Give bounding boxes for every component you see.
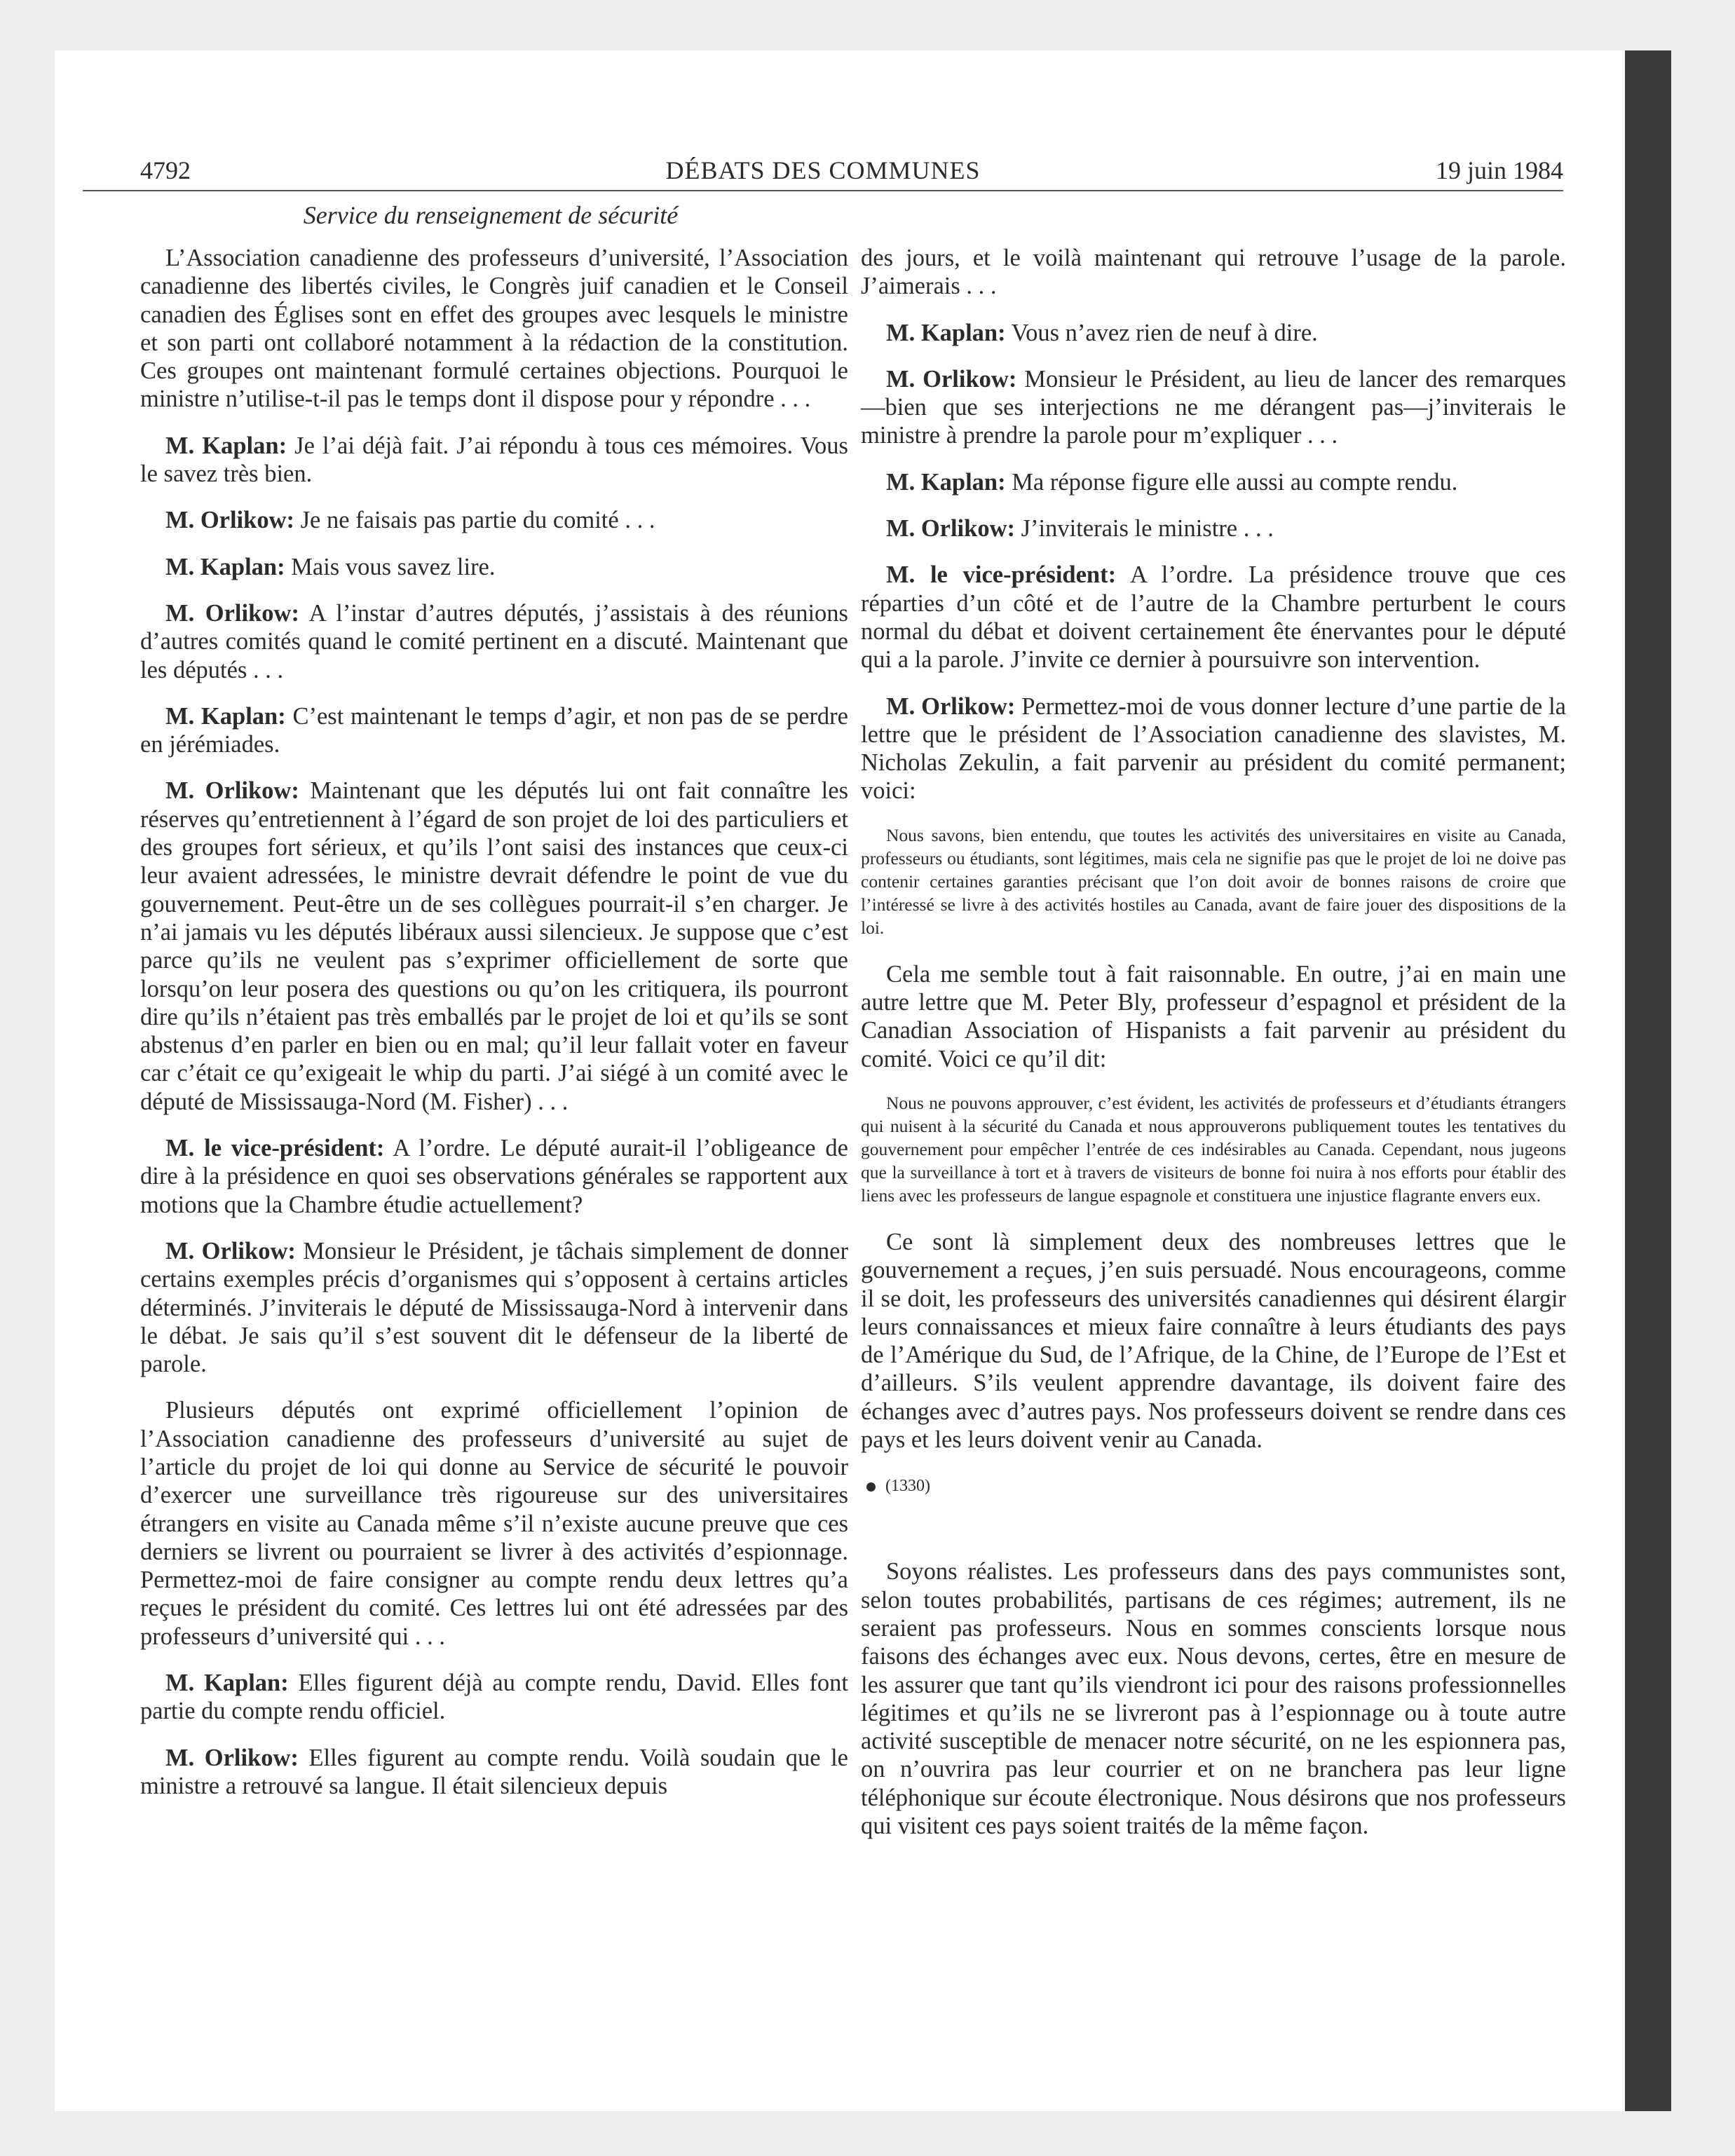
paragraph-text: A l’ordre. Le député aurait-il l’obligeance de dire à la présidence en quoi ses observations générales se rapportent aux motions que la Chambre étudie actuellement?	[140, 1135, 849, 1218]
paragraph-text: Elles figurent au compte rendu. Voilà soudain que le ministre a retrouvé sa langue. Il était silencieux depuis	[140, 1744, 848, 1799]
speaker-name: M. Orlikow:	[165, 599, 299, 627]
paragraph	[140, 777, 848, 1116]
page-number: 4792	[140, 156, 191, 184]
right-column	[861, 244, 1566, 1858]
paragraph	[861, 1557, 1566, 1840]
paragraph-text: Monsieur le Président, je tâchais simplement de donner certains exemples précis d’organismes qui s’opposent à certains articles déterminés. J’inviterais le député de Mississauga-Nord à intervenir dans le débat. Je sais qu’il s’est souvent dit le défenseur de la liberté de parole.	[140, 1237, 848, 1378]
paragraph	[140, 702, 848, 759]
paragraph-text: A l’instar d’autres députés, j’assistais à des réunions d’autres comités quand le comité pertinent en a discuté. Maintenant que les députés . . .	[140, 599, 848, 683]
speaker-name: M. Kaplan:	[165, 553, 285, 580]
paragraph-text: (1330)	[885, 1477, 930, 1496]
paragraph	[140, 506, 848, 534]
scan-edge-bar	[1625, 50, 1671, 2111]
paragraph-text: Nous ne pouvons approuver, c’est évident, les activités de professeurs et d’étudiants étrangers qui nuisent à la sécurité du Canada et nous approuverons publiquement toutes les tentatives du gouvernement pour empêcher l’entrée de ces indésirables au Canada. Cependant, nous jugeons que la surveillance à tort et à travers de visiteurs de bonne foi nuira à nos efforts pour établir des liens avec les professeurs de langue espagnole et constituera une injustice flagrante envers eux.	[861, 1092, 1566, 1206]
publication-title: DÉBATS DES COMMUNES	[665, 156, 981, 184]
paragraph	[861, 960, 1566, 1073]
speaker-name: M. le vice-président:	[165, 1135, 385, 1162]
speaker-name: M. Orlikow:	[165, 507, 294, 534]
paragraph-text: Je ne faisais pas partie du comité . . .	[294, 507, 655, 534]
paragraph-text: J’inviterais le ministre . . .	[1014, 515, 1274, 543]
paragraph	[861, 244, 1566, 301]
paragraph-text: Soyons réalistes. Les professeurs dans des pays communistes sont, selon toutes probabilités, partisans de ces régimes; autrement, ils ne seraient pas professeurs. Nous en sommes conscients lorsque nous faisons des échanges avec eux. Nous devons, certes, être en mesure de les assurer que tant qu’ils viendront ici pour des raisons professionnelles légitimes et qu’ils ne se livreront pas à l’espionnage ou à toute autre activité susceptible de menacer notre sécurité, on ne les espionnera pas, on n’ouvrira pas leur courrier et on ne branchera pas leur ligne téléphonique sur écoute électronique. Nous désirons que nos professeurs qui visitent ces pays soient traités de la même façon.	[861, 1558, 1566, 1839]
paragraph-text: des jours, et le voilà maintenant qui retrouve l’usage de la parole. J’aimerais . . .	[861, 245, 1566, 300]
paragraph-text: Ce sont là simplement deux des nombreuses lettres que le gouvernement a reçues, j’en suis persuadé. Nous encourageons, comme il se doit, les professeurs des universités canadiennes qui désirent élargir leurs connaissances et mieux faire connaître à leurs étudiants des pays de l’Amérique du Sud, de l’Afrique, de la Chine, de l’Europe de l’Est et d’ailleurs. S’ils veulent apprendre davantage, ils doivent faire des échanges avec d’autres pays. Nos professeurs doivent se rendre dans ces pays et les leurs doivent venir au Canada.	[861, 1228, 1566, 1454]
paragraph	[861, 365, 1566, 450]
paragraph-text: Monsieur le Président, au lieu de lancer des remarques—bien que ses interjections ne me dérangent pas—j’inviterais le ministre à prendre la parole pour m’expliquer . . .	[861, 365, 1566, 449]
quoted-letter	[861, 1091, 1566, 1207]
paragraph	[140, 1396, 848, 1651]
quoted-letter	[861, 824, 1566, 939]
speaker-name: M. Kaplan:	[886, 319, 1006, 346]
paragraph-text: Cela me semble tout à fait raisonnable. En outre, j’ai en main une autre lettre que M. Peter Bly, professeur d’espagnol et président de la Canadian Association of Hispanists a fait parvenir au président du comité. Voici ce qu’il dit:	[861, 960, 1566, 1072]
time-marker	[861, 1472, 1566, 1500]
paragraph	[140, 553, 848, 581]
paragraph	[140, 432, 848, 489]
bullet-icon	[866, 1482, 876, 1492]
paragraph-text: Permettez-moi de vous donner lecture d’une partie de la lettre que le président de l’Association canadienne des slavistes, M. Nicholas Zekulin, a fait parvenir au président du comité permanent; voici:	[861, 692, 1566, 805]
speaker-name: M. le vice-président:	[886, 561, 1117, 589]
speaker-name: M. Kaplan:	[165, 1670, 289, 1697]
paragraph-text: Elles figurent déjà au compte rendu, David. Elles font partie du compte rendu officiel.	[140, 1670, 848, 1725]
paragraph	[861, 319, 1566, 347]
paragraph-text: Je l’ai déjà fait. J’ai répondu à tous ces mémoires. Vous le savez très bien.	[140, 432, 848, 488]
paragraph	[861, 514, 1566, 543]
section-subtitle: Service du renseignement de sécurité	[303, 201, 679, 229]
publication-date: 19 juin 1984	[1435, 156, 1563, 184]
paragraph-text: A l’ordre. La présidence trouve que ces réparties d’un côté et de l’autre de la Chambre perturbent le cours normal du débat et doivent certainement ête énervantes pour le député qui a la parole. J’invite ce dernier à poursuivre son intervention.	[861, 561, 1566, 674]
speaker-name: M. Orlikow:	[165, 1237, 296, 1264]
paragraph-text: Vous n’avez rien de neuf à dire.	[1005, 319, 1318, 346]
paragraph-text: C’est maintenant le temps d’agir, et non pas de se perdre en jérémiades.	[140, 702, 848, 758]
paragraph	[140, 1669, 848, 1726]
speaker-name: M. Kaplan:	[165, 702, 286, 730]
paragraph	[861, 1228, 1566, 1454]
paragraph	[861, 468, 1566, 496]
paragraph	[140, 599, 848, 684]
page-header	[83, 151, 1563, 191]
paragraph-text: Ma réponse figure elle aussi au compte rendu.	[1005, 468, 1458, 496]
paragraph	[140, 1744, 848, 1801]
paragraph-text: Mais vous savez lire.	[285, 553, 496, 580]
left-column	[140, 244, 848, 1818]
speaker-name: M. Orlikow:	[165, 1744, 299, 1771]
paragraph-text: Plusieurs députés ont exprimé officiellement l’opinion de l’Association canadienne des professeurs d’université au sujet de l’article du projet de loi qui donne au Service de sécurité le pouvoir d’exercer une surveillance très rigoureuse sur des universitaires étrangers en visite au Canada même s’il n’existe aucune preuve que ces derniers se livrent ou pourraient se livrer à des activités d’espionnage. Permettez-moi de faire consigner au compte rendu deux lettres qu’a reçues le président du comité. Ces lettres lui ont été adressées par des professeurs d’université qui . . .	[140, 1397, 848, 1650]
paragraph	[140, 244, 848, 414]
paragraph	[140, 1237, 848, 1378]
paragraph-text: L’Association canadienne des professeurs d’université, l’Association canadienne des libertés civiles, le Congrès juif canadien et le Conseil canadien des Églises sont en effet des groupes avec lesquels le ministre et son parti ont collaboré notamment à la rédaction de la constitution. Ces groupes ont maintenant formulé certaines objections. Pourquoi le ministre n’utilise-t-il pas le temps dont il dispose pour y répondre . . .	[140, 245, 848, 413]
speaker-name: M. Orlikow:	[165, 777, 299, 805]
speaker-name: M. Orlikow:	[886, 365, 1017, 393]
speaker-name: M. Orlikow:	[886, 515, 1015, 543]
speaker-name: M. Kaplan:	[165, 432, 287, 459]
paragraph	[140, 1134, 848, 1219]
paragraph	[861, 692, 1566, 805]
paragraph-text: Maintenant que les députés lui ont fait connaître les réserves qu’entretiennent à l’égard de son projet de loi des particuliers et des groupes fort sérieux, et qu’ils l’ont saisi des instances que ceux-ci leur avaient adressées, le ministre devrait défendre le point de vue du gouvernement. Peut-être un de ses collègues pourrait-il s’en charger. Je n’ai jamais vu les députés libéraux aussi silencieux. Je suppose que c’est parce qu’ils ne veulent pas s’exprimer officiellement de sorte que lorsqu’on leur posera des questions ou qu’on les critiquera, ils pourront dire qu’ils n’étaient pas très emballés par le projet de loi et qu’ils se sont abstenus d’en parler en bien ou en mal; qu’il leur fallait voter en faveur car c’était ce qu’exigeait le whip du parti. J’ai siégé à un comité avec le député de Mississauga-Nord (M. Fisher) . . .	[140, 777, 848, 1115]
paragraph-text: Nous savons, bien entendu, que toutes les activités des universitaires en visite au Canada, professeurs ou étudiants, sont légitimes, mais cela ne signifie pas que le projet de loi ne doive pas contenir certaines garanties précisant que l’on doit avoir de bonnes raisons de croire que l’intéressé se livre à des activités hostiles au Canada, avant de faire jouer des dispositions de la loi.	[861, 824, 1566, 938]
speaker-name: M. Orlikow:	[886, 692, 1016, 720]
speaker-name: M. Kaplan:	[886, 468, 1006, 496]
paragraph	[861, 561, 1566, 674]
